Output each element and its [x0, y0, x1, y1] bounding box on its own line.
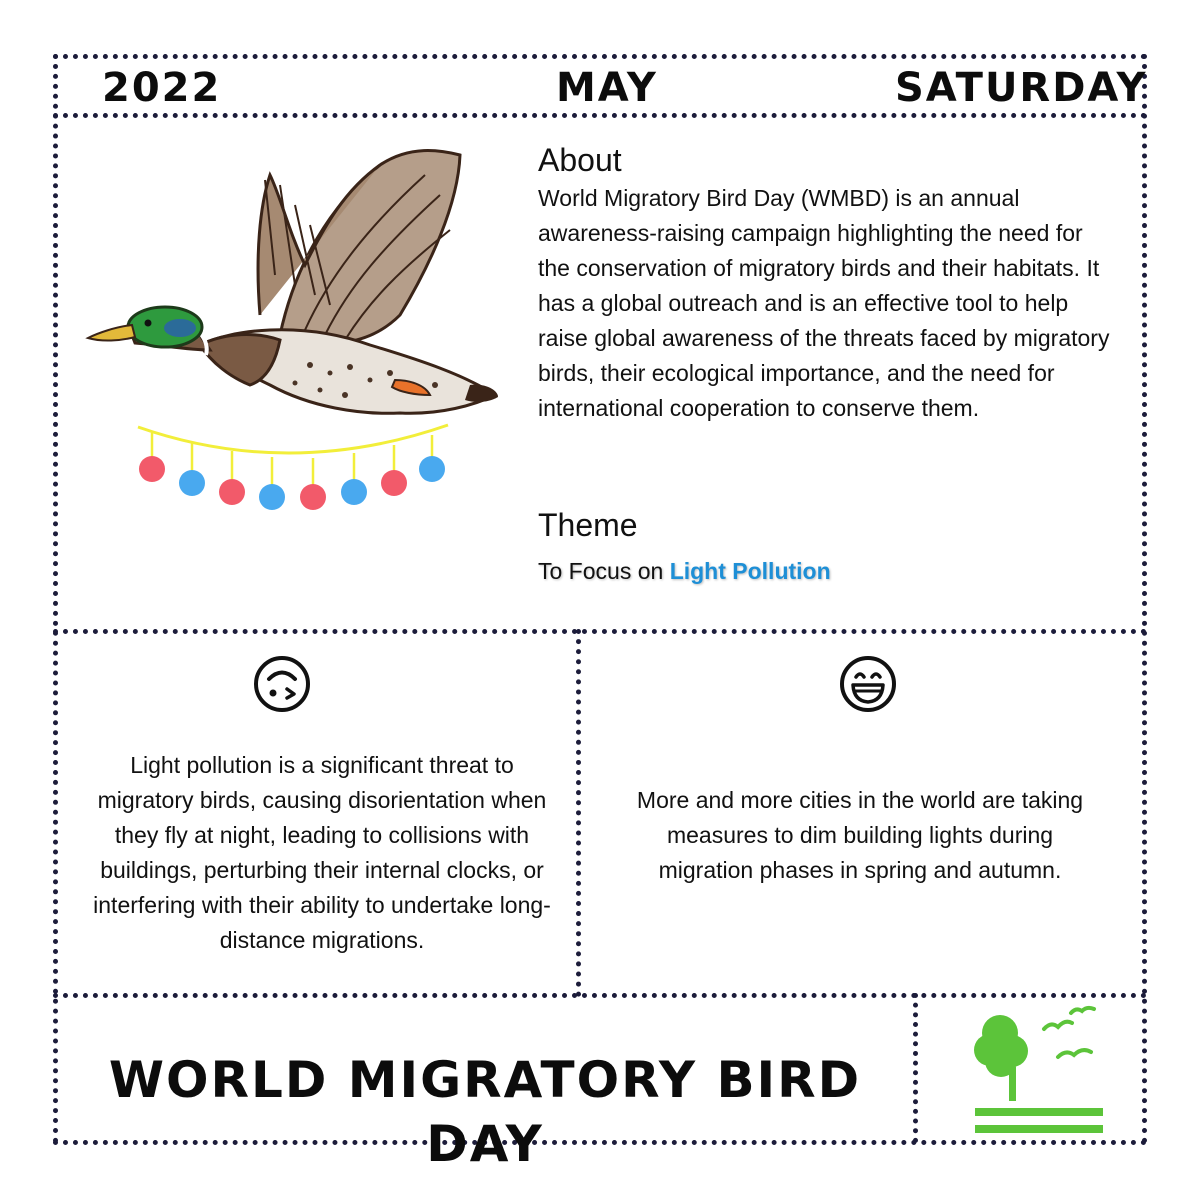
about-paragraph: World Migratory Bird Day (WMBD) is an annual awareness-raising campaign highlighting the need for the conservation of migratory birds and their habitats. It has a global outreach and is an effective tool to help raise global awareness of the threats faced by migratory birds, their ecological importance, and the need for international cooperation to conserve them. [538, 185, 1110, 421]
theme-prefix: To Focus on [538, 558, 670, 584]
left-panel-text: Light pollution is a significant threat to migratory birds, causing disorientation when they fly at night, leading to collisions with buildings, perturbing their internal clocks, or interfering with their ability to undertake long-distance migrations. [93, 752, 551, 953]
about-divider [53, 629, 1147, 634]
header-weekday: SATURDAY [895, 65, 1148, 111]
garland-beads [139, 456, 445, 510]
frame-right-border [1142, 54, 1147, 1144]
flying-duck-illustration [80, 145, 510, 520]
theme-highlight: Light Pollution [669, 558, 831, 584]
theme-statement [538, 555, 831, 587]
upside-down-winking-face-icon [252, 654, 312, 714]
frame-top-border [53, 54, 1147, 59]
panels-divider [53, 993, 1147, 998]
header-month: MAY [556, 65, 658, 111]
header-year: 2022 [102, 65, 222, 111]
right-panel-text: More and more cities in the world are taking measures to dim building lights during migration phases in spring and autumn. [636, 787, 1084, 883]
theme-heading: Theme [538, 507, 638, 543]
about-heading: About [538, 142, 622, 178]
panels-center-divider [576, 629, 581, 997]
frame-left-border [53, 54, 58, 1144]
grinning-face-icon [838, 654, 898, 714]
tree-and-birds-icon [970, 1005, 1110, 1137]
footer-title: WORLD MIGRATORY BIRD DAY [108, 1051, 862, 1173]
